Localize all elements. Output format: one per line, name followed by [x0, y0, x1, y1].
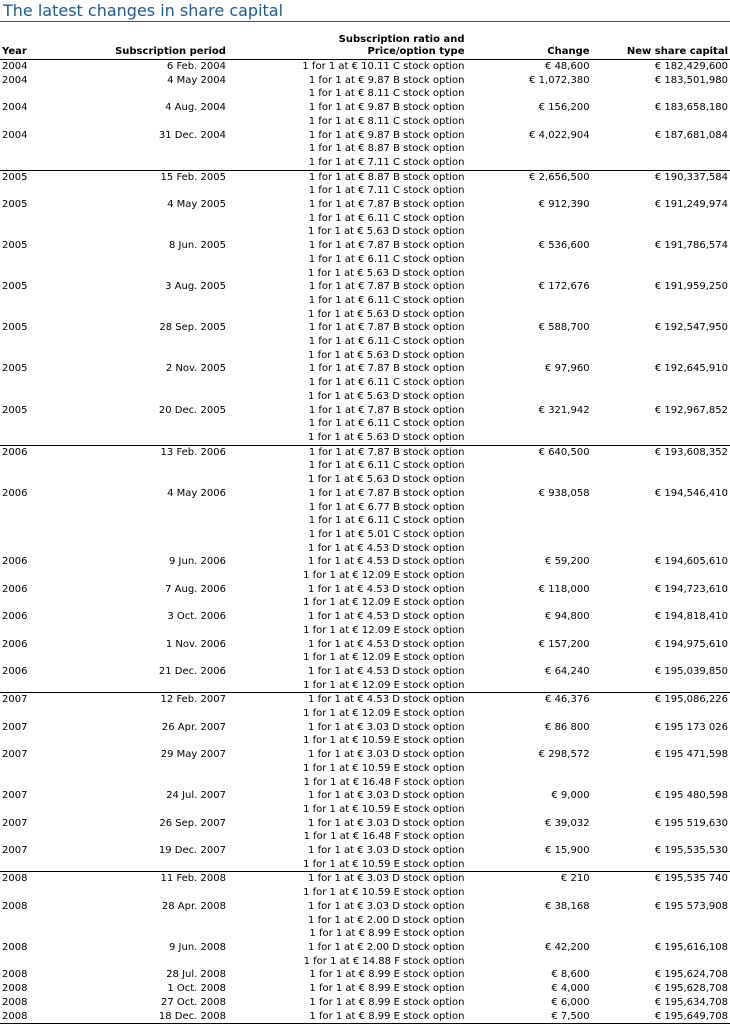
- cell-subscription-period: 2 Nov. 2005: [165, 363, 226, 375]
- header-row: [0, 34, 730, 60]
- table-row: [0, 583, 730, 610]
- cell-subscription-ratio: [228, 748, 467, 789]
- cell-change: € 38,168: [545, 900, 590, 912]
- cell-subscription-ratio: [228, 445, 467, 487]
- ratio-line: 1 for 1 at € 3.03 D stock option: [308, 873, 465, 885]
- ratio-line: 1 for 1 at € 8.11 C stock option: [308, 115, 465, 127]
- table-row: [0, 60, 730, 74]
- cell-new-share-capital: € 195 480,598: [654, 790, 728, 802]
- ratio-line: 1 for 1 at € 4.53 D stock option: [308, 694, 465, 706]
- ratio-line: 1 for 1 at € 5.01 C stock option: [308, 528, 465, 540]
- cell-subscription-ratio: [228, 239, 467, 280]
- ratio-line: 1 for 1 at € 9.87 B stock option: [308, 74, 465, 86]
- cell-subscription-ratio: [228, 74, 467, 101]
- ratio-line: 1 for 1 at € 8.11 C stock option: [308, 88, 465, 100]
- cell-year: 2004: [2, 129, 28, 141]
- cell-subscription-ratio: [228, 555, 467, 582]
- cell-change: € 8,600: [551, 969, 590, 981]
- cell-new-share-capital: € 195,624,708: [654, 969, 728, 981]
- header-subscription-period: Subscription period: [47, 34, 228, 60]
- cell-change: € 536,600: [538, 240, 590, 252]
- ratio-line: 1 for 1 at € 4.53 D stock option: [308, 556, 465, 568]
- cell-subscription-period: 4 May 2006: [167, 487, 226, 499]
- cell-change: € 172,676: [538, 281, 590, 293]
- page-title: The latest changes in share capital: [3, 1, 284, 20]
- table-row: [0, 817, 730, 844]
- ratio-line: 1 for 1 at € 10.59 E stock option: [303, 735, 465, 747]
- cell-new-share-capital: € 192,967,852: [654, 404, 728, 416]
- cell-new-share-capital: € 195,634,708: [654, 996, 728, 1008]
- ratio-line: 1 for 1 at € 14.88 F stock option: [303, 955, 465, 967]
- cell-change: € 157,200: [538, 638, 590, 650]
- ratio-line: 1 for 1 at € 10.59 E stock option: [303, 803, 465, 815]
- cell-subscription-period: 9 Jun. 2006: [168, 556, 226, 568]
- table-row: [0, 74, 730, 101]
- cell-year: 2007: [2, 721, 28, 733]
- cell-subscription-period: 28 Apr. 2008: [161, 900, 226, 912]
- ratio-line: 1 for 1 at € 16.48 F stock option: [303, 831, 465, 843]
- cell-subscription-period: 19 Dec. 2007: [158, 845, 226, 857]
- ratio-line: 1 for 1 at € 7.11 C stock option: [308, 185, 465, 197]
- ratio-line: 1 for 1 at € 8.99 E stock option: [309, 996, 465, 1008]
- cell-change: € 6,000: [551, 996, 590, 1008]
- table-row: [0, 982, 730, 996]
- cell-year: 2006: [0, 445, 47, 487]
- ratio-line: 1 for 1 at € 8.87 B stock option: [308, 171, 465, 183]
- table-row: [0, 487, 730, 556]
- title-underline: [0, 21, 730, 22]
- table-row: [0, 968, 730, 982]
- cell-subscription-period: 6 Feb. 2004: [166, 61, 226, 72]
- ratio-line: 1 for 1 at € 3.03 D stock option: [308, 817, 465, 829]
- cell-subscription-period: 13 Feb. 2006: [47, 445, 228, 487]
- ratio-line: 1 for 1 at € 12.09 E stock option: [303, 679, 465, 691]
- table-row: [0, 721, 730, 748]
- cell-year: 2006: [2, 611, 28, 623]
- ratio-line: 1 for 1 at € 5.63 D stock option: [308, 474, 465, 486]
- cell-year: 2005: [2, 199, 28, 211]
- cell-change: € 2,656,500: [466, 170, 591, 198]
- ratio-line: 1 for 1 at € 3.03 D stock option: [308, 845, 465, 857]
- cell-subscription-period: 4 Aug. 2004: [165, 102, 226, 114]
- cell-subscription-period: 8 Jun. 2005: [168, 240, 226, 252]
- header-ratio-line2: Price/option type: [367, 46, 465, 57]
- cell-subscription-ratio: [228, 968, 467, 982]
- cell-subscription-ratio: [228, 487, 467, 556]
- cell-change: € 210: [466, 872, 591, 900]
- cell-subscription-ratio: [228, 789, 467, 816]
- cell-new-share-capital: € 191,249,974: [654, 199, 728, 211]
- cell-subscription-ratio: [228, 280, 467, 321]
- cell-new-share-capital: € 182,429,600: [654, 61, 728, 72]
- cell-year: 2006: [2, 556, 28, 568]
- ratio-line: 1 for 1 at € 7.87 B stock option: [308, 281, 465, 293]
- cell-year: 2008: [2, 996, 28, 1008]
- table-row: [0, 321, 730, 362]
- cell-new-share-capital: € 183,501,980: [654, 74, 728, 86]
- cell-subscription-period: 21 Dec. 2006: [158, 665, 226, 677]
- cell-subscription-ratio: [228, 941, 467, 968]
- table-row: [0, 789, 730, 816]
- table-row: [0, 101, 730, 128]
- cell-subscription-period: 3 Aug. 2005: [165, 281, 226, 293]
- cell-subscription-period: 15 Feb. 2005: [47, 170, 228, 198]
- cell-new-share-capital: € 183,658,180: [654, 102, 728, 114]
- cell-change: € 4,022,904: [529, 129, 590, 141]
- ratio-line: 1 for 1 at € 6.11 C stock option: [308, 460, 465, 472]
- cell-change: € 156,200: [538, 102, 590, 114]
- table-row: [0, 693, 730, 721]
- cell-new-share-capital: € 195,039,850: [654, 665, 728, 677]
- cell-year: 2008: [2, 900, 28, 912]
- cell-change: € 64,240: [545, 665, 590, 677]
- ratio-line: 1 for 1 at € 6.11 C stock option: [308, 212, 465, 224]
- cell-subscription-period: 1 Oct. 2008: [167, 983, 226, 995]
- table-row: [0, 555, 730, 582]
- table-row: [0, 748, 730, 789]
- cell-change: € 48,600: [545, 61, 590, 72]
- cell-subscription-ratio: [228, 583, 467, 610]
- ratio-line: 1 for 1 at € 8.99 E stock option: [309, 969, 465, 981]
- ratio-line: 1 for 1 at € 6.11 C stock option: [308, 253, 465, 265]
- cell-subscription-period: 28 Sep. 2005: [159, 322, 226, 334]
- ratio-line: 1 for 1 at € 5.63 D stock option: [308, 308, 465, 320]
- cell-change: € 86 800: [545, 721, 590, 733]
- cell-year: 2008: [0, 1010, 47, 1024]
- cell-change: € 118,000: [538, 583, 590, 595]
- cell-new-share-capital: € 195,535 740: [592, 872, 730, 900]
- cell-subscription-ratio: [228, 362, 467, 403]
- cell-new-share-capital: € 190,337,584: [592, 170, 730, 198]
- cell-new-share-capital: € 193,608,352: [592, 445, 730, 487]
- ratio-line: 1 for 1 at € 10.59 E stock option: [303, 887, 465, 899]
- table-body: [0, 60, 730, 1024]
- ratio-line: 1 for 1 at € 9.87 B stock option: [308, 102, 465, 114]
- cell-new-share-capital: € 192,645,910: [654, 363, 728, 375]
- ratio-line: 1 for 1 at € 5.63 D stock option: [308, 390, 465, 402]
- ratio-line: 1 for 1 at € 3.03 D stock option: [308, 790, 465, 802]
- table-row: [0, 844, 730, 872]
- header-year: Year: [0, 34, 47, 60]
- ratio-line: 1 for 1 at € 12.09 E stock option: [303, 597, 465, 609]
- cell-change: € 912,390: [538, 199, 590, 211]
- ratio-line: 1 for 1 at € 12.09 E stock option: [303, 652, 465, 664]
- cell-year: 2005: [2, 281, 28, 293]
- cell-subscription-period: 3 Oct. 2006: [167, 611, 226, 623]
- cell-subscription-ratio: [228, 321, 467, 362]
- cell-subscription-ratio: [228, 610, 467, 637]
- cell-change: € 15,900: [545, 845, 590, 857]
- ratio-line: 1 for 1 at € 10.59 E stock option: [303, 858, 465, 870]
- cell-change: € 640,500: [466, 445, 591, 487]
- cell-change: € 321,942: [538, 404, 590, 416]
- cell-subscription-period: 29 May 2007: [160, 749, 226, 761]
- cell-new-share-capital: € 187,681,084: [654, 129, 728, 141]
- header-change: Change: [466, 34, 591, 60]
- cell-subscription-period: 7 Aug. 2006: [165, 583, 226, 595]
- table-row: [0, 996, 730, 1010]
- cell-subscription-ratio: [228, 129, 467, 171]
- cell-new-share-capital: € 195,628,708: [654, 983, 728, 995]
- cell-subscription-period: 11 Feb. 2008: [47, 872, 228, 900]
- ratio-line: 1 for 1 at € 7.87 B stock option: [308, 199, 465, 211]
- cell-year: 2006: [2, 583, 28, 595]
- table-row: [0, 445, 730, 487]
- cell-new-share-capital: € 191,786,574: [654, 240, 728, 252]
- ratio-line: 1 for 1 at € 5.63 D stock option: [308, 349, 465, 361]
- table-row: [0, 198, 730, 239]
- cell-year: 2006: [2, 487, 28, 499]
- ratio-line: 1 for 1 at € 4.53 D stock option: [308, 638, 465, 650]
- ratio-line: 1 for 1 at € 6.77 B stock option: [308, 501, 465, 513]
- cell-subscription-ratio: [228, 404, 467, 446]
- cell-subscription-period: 26 Apr. 2007: [161, 721, 226, 733]
- ratio-line: 1 for 1 at € 4.53 D stock option: [308, 611, 465, 623]
- cell-subscription-ratio: [228, 982, 467, 996]
- cell-new-share-capital: € 195 519,630: [654, 817, 728, 829]
- cell-year: 2004: [2, 102, 28, 114]
- ratio-line: 1 for 1 at € 6.11 C stock option: [308, 294, 465, 306]
- cell-subscription-period: 9 Jun. 2008: [168, 942, 226, 953]
- table-row: [0, 362, 730, 403]
- cell-subscription-period: 12 Feb. 2007: [47, 693, 228, 721]
- cell-year: 2007: [2, 790, 28, 802]
- cell-year: 2007: [2, 749, 28, 761]
- cell-subscription-period: 27 Oct. 2008: [160, 996, 226, 1008]
- cell-year: 2005: [2, 322, 28, 334]
- cell-year: 2004: [2, 61, 28, 72]
- ratio-line: 1 for 1 at € 2.00 D stock option: [308, 942, 465, 953]
- cell-subscription-period: 1 Nov. 2006: [165, 638, 226, 650]
- cell-subscription-ratio: [228, 665, 467, 693]
- cell-year: 2007: [2, 845, 28, 857]
- ratio-line: 1 for 1 at € 7.87 B stock option: [308, 446, 465, 458]
- cell-year: 2008: [2, 983, 28, 995]
- cell-change: € 1,072,380: [529, 74, 590, 86]
- cell-new-share-capital: € 195,535,530: [654, 845, 728, 857]
- cell-change: € 59,200: [545, 556, 590, 568]
- table-row: [0, 638, 730, 665]
- cell-subscription-ratio: [228, 101, 467, 128]
- cell-year: 2006: [2, 638, 28, 650]
- cell-change: € 42,200: [545, 942, 590, 953]
- cell-subscription-ratio: [228, 872, 467, 900]
- header-ratio-line1: Subscription ratio and: [338, 34, 465, 45]
- cell-year: 2007: [0, 693, 47, 721]
- table-row: [0, 129, 730, 171]
- cell-year: 2005: [2, 404, 28, 416]
- cell-change: € 39,032: [545, 817, 590, 829]
- ratio-line: 1 for 1 at € 16.48 F stock option: [303, 776, 465, 788]
- cell-subscription-ratio: [228, 900, 467, 941]
- cell-subscription-period: 20 Dec. 2005: [158, 404, 226, 416]
- ratio-line: 1 for 1 at € 2.00 D stock option: [308, 914, 465, 926]
- table-row: [0, 170, 730, 198]
- ratio-line: 1 for 1 at € 12.09 E stock option: [303, 624, 465, 636]
- cell-change: € 97,960: [545, 363, 590, 375]
- table-row: [0, 872, 730, 900]
- cell-subscription-period: 18 Dec. 2008: [47, 1010, 228, 1024]
- cell-change: € 9,000: [551, 790, 590, 802]
- share-capital-table: [0, 34, 730, 1024]
- cell-subscription-ratio: [228, 817, 467, 844]
- cell-change: € 94,800: [545, 611, 590, 623]
- table-row: [0, 1010, 730, 1024]
- cell-subscription-ratio: [228, 170, 467, 198]
- ratio-line: 1 for 1 at € 6.11 C stock option: [308, 377, 465, 389]
- ratio-line: 1 for 1 at € 6.11 C stock option: [308, 336, 465, 348]
- table-header: [0, 34, 730, 60]
- ratio-line: 1 for 1 at € 7.87 B stock option: [308, 363, 465, 375]
- ratio-line: 1 for 1 at € 5.63 D stock option: [308, 431, 465, 443]
- cell-new-share-capital: € 194,723,610: [654, 583, 728, 595]
- cell-new-share-capital: € 195 471,598: [654, 749, 728, 761]
- ratio-line: 1 for 1 at € 10.59 E stock option: [303, 762, 465, 774]
- ratio-line: 1 for 1 at € 7.87 B stock option: [308, 487, 465, 499]
- cell-year: 2006: [2, 665, 28, 677]
- cell-change: € 938,058: [538, 487, 590, 499]
- ratio-line: 1 for 1 at € 12.09 E stock option: [303, 570, 465, 582]
- ratio-line: 1 for 1 at € 3.03 D stock option: [308, 749, 465, 761]
- cell-subscription-ratio: [228, 844, 467, 872]
- cell-subscription-period: 24 Jul. 2007: [166, 790, 226, 802]
- cell-subscription-period: 4 May 2004: [167, 74, 226, 86]
- cell-year: 2005: [2, 240, 28, 252]
- header-subscription-ratio: [228, 34, 467, 60]
- cell-new-share-capital: € 195,616,108: [654, 942, 728, 953]
- ratio-line: 1 for 1 at € 5.63 D stock option: [308, 226, 465, 238]
- cell-subscription-period: 31 Dec. 2004: [158, 129, 226, 141]
- table-row: [0, 610, 730, 637]
- cell-subscription-ratio: [228, 721, 467, 748]
- table-row: [0, 404, 730, 446]
- ratio-line: 1 for 1 at € 9.87 B stock option: [308, 129, 465, 141]
- cell-new-share-capital: € 194,605,610: [654, 556, 728, 568]
- cell-year: 2005: [2, 363, 28, 375]
- ratio-line: 1 for 1 at € 7.87 B stock option: [308, 404, 465, 416]
- table-row: [0, 900, 730, 941]
- ratio-line: 1 for 1 at € 12.09 E stock option: [303, 708, 465, 720]
- cell-year: 2004: [2, 74, 28, 86]
- cell-year: 2007: [2, 817, 28, 829]
- cell-subscription-ratio: [228, 1010, 467, 1024]
- cell-subscription-period: 4 May 2005: [167, 199, 226, 211]
- cell-new-share-capital: € 192,547,950: [654, 322, 728, 334]
- ratio-line: 1 for 1 at € 4.53 D stock option: [308, 542, 465, 554]
- cell-change: € 46,376: [466, 693, 591, 721]
- cell-subscription-ratio: [228, 996, 467, 1010]
- table-row: [0, 665, 730, 693]
- cell-subscription-period: 26 Sep. 2007: [159, 817, 226, 829]
- cell-subscription-ratio: [228, 693, 467, 721]
- ratio-line: 1 for 1 at € 10.11 C stock option: [302, 61, 465, 72]
- ratio-line: 1 for 1 at € 5.63 D stock option: [308, 267, 465, 279]
- ratio-line: 1 for 1 at € 3.03 D stock option: [308, 900, 465, 912]
- header-new-share-capital: New share capital: [592, 34, 730, 60]
- ratio-line: 1 for 1 at € 7.11 C stock option: [308, 156, 465, 168]
- table-row: [0, 280, 730, 321]
- ratio-line: 1 for 1 at € 7.87 B stock option: [308, 322, 465, 334]
- table-row: [0, 941, 730, 968]
- table-row: [0, 239, 730, 280]
- cell-new-share-capital: € 195,649,708: [592, 1010, 730, 1024]
- ratio-line: 1 for 1 at € 4.53 D stock option: [308, 665, 465, 677]
- ratio-line: 1 for 1 at € 3.03 D stock option: [308, 721, 465, 733]
- cell-subscription-ratio: [228, 60, 467, 74]
- cell-year: 2008: [0, 872, 47, 900]
- ratio-line: 1 for 1 at € 8.99 E stock option: [309, 983, 465, 995]
- ratio-line: 1 for 1 at € 7.87 B stock option: [308, 240, 465, 252]
- ratio-line: 1 for 1 at € 6.11 C stock option: [308, 418, 465, 430]
- ratio-line: 1 for 1 at € 8.99 E stock option: [309, 928, 465, 940]
- cell-year: 2008: [2, 969, 28, 981]
- cell-subscription-period: 28 Jul. 2008: [166, 969, 226, 981]
- cell-new-share-capital: € 195 173 026: [654, 721, 728, 733]
- ratio-line: 1 for 1 at € 8.87 B stock option: [308, 143, 465, 155]
- cell-new-share-capital: € 195 573,908: [654, 900, 728, 912]
- cell-new-share-capital: € 194,975,610: [654, 638, 728, 650]
- cell-change: € 7,500: [466, 1010, 591, 1024]
- cell-new-share-capital: € 194,546,410: [654, 487, 728, 499]
- cell-new-share-capital: € 191,959,250: [654, 281, 728, 293]
- cell-new-share-capital: € 194,818,410: [654, 611, 728, 623]
- ratio-line: 1 for 1 at € 6.11 C stock option: [308, 515, 465, 527]
- cell-change: € 588,700: [538, 322, 590, 334]
- ratio-line: 1 for 1 at € 4.53 D stock option: [308, 583, 465, 595]
- cell-new-share-capital: € 195,086,226: [592, 693, 730, 721]
- cell-year: 2008: [2, 942, 28, 953]
- cell-year: 2005: [0, 170, 47, 198]
- cell-change: € 298,572: [538, 749, 590, 761]
- cell-subscription-ratio: [228, 638, 467, 665]
- cell-subscription-ratio: [228, 198, 467, 239]
- ratio-line: 1 for 1 at € 8.99 E stock option: [309, 1010, 465, 1022]
- cell-change: € 4,000: [551, 983, 590, 995]
